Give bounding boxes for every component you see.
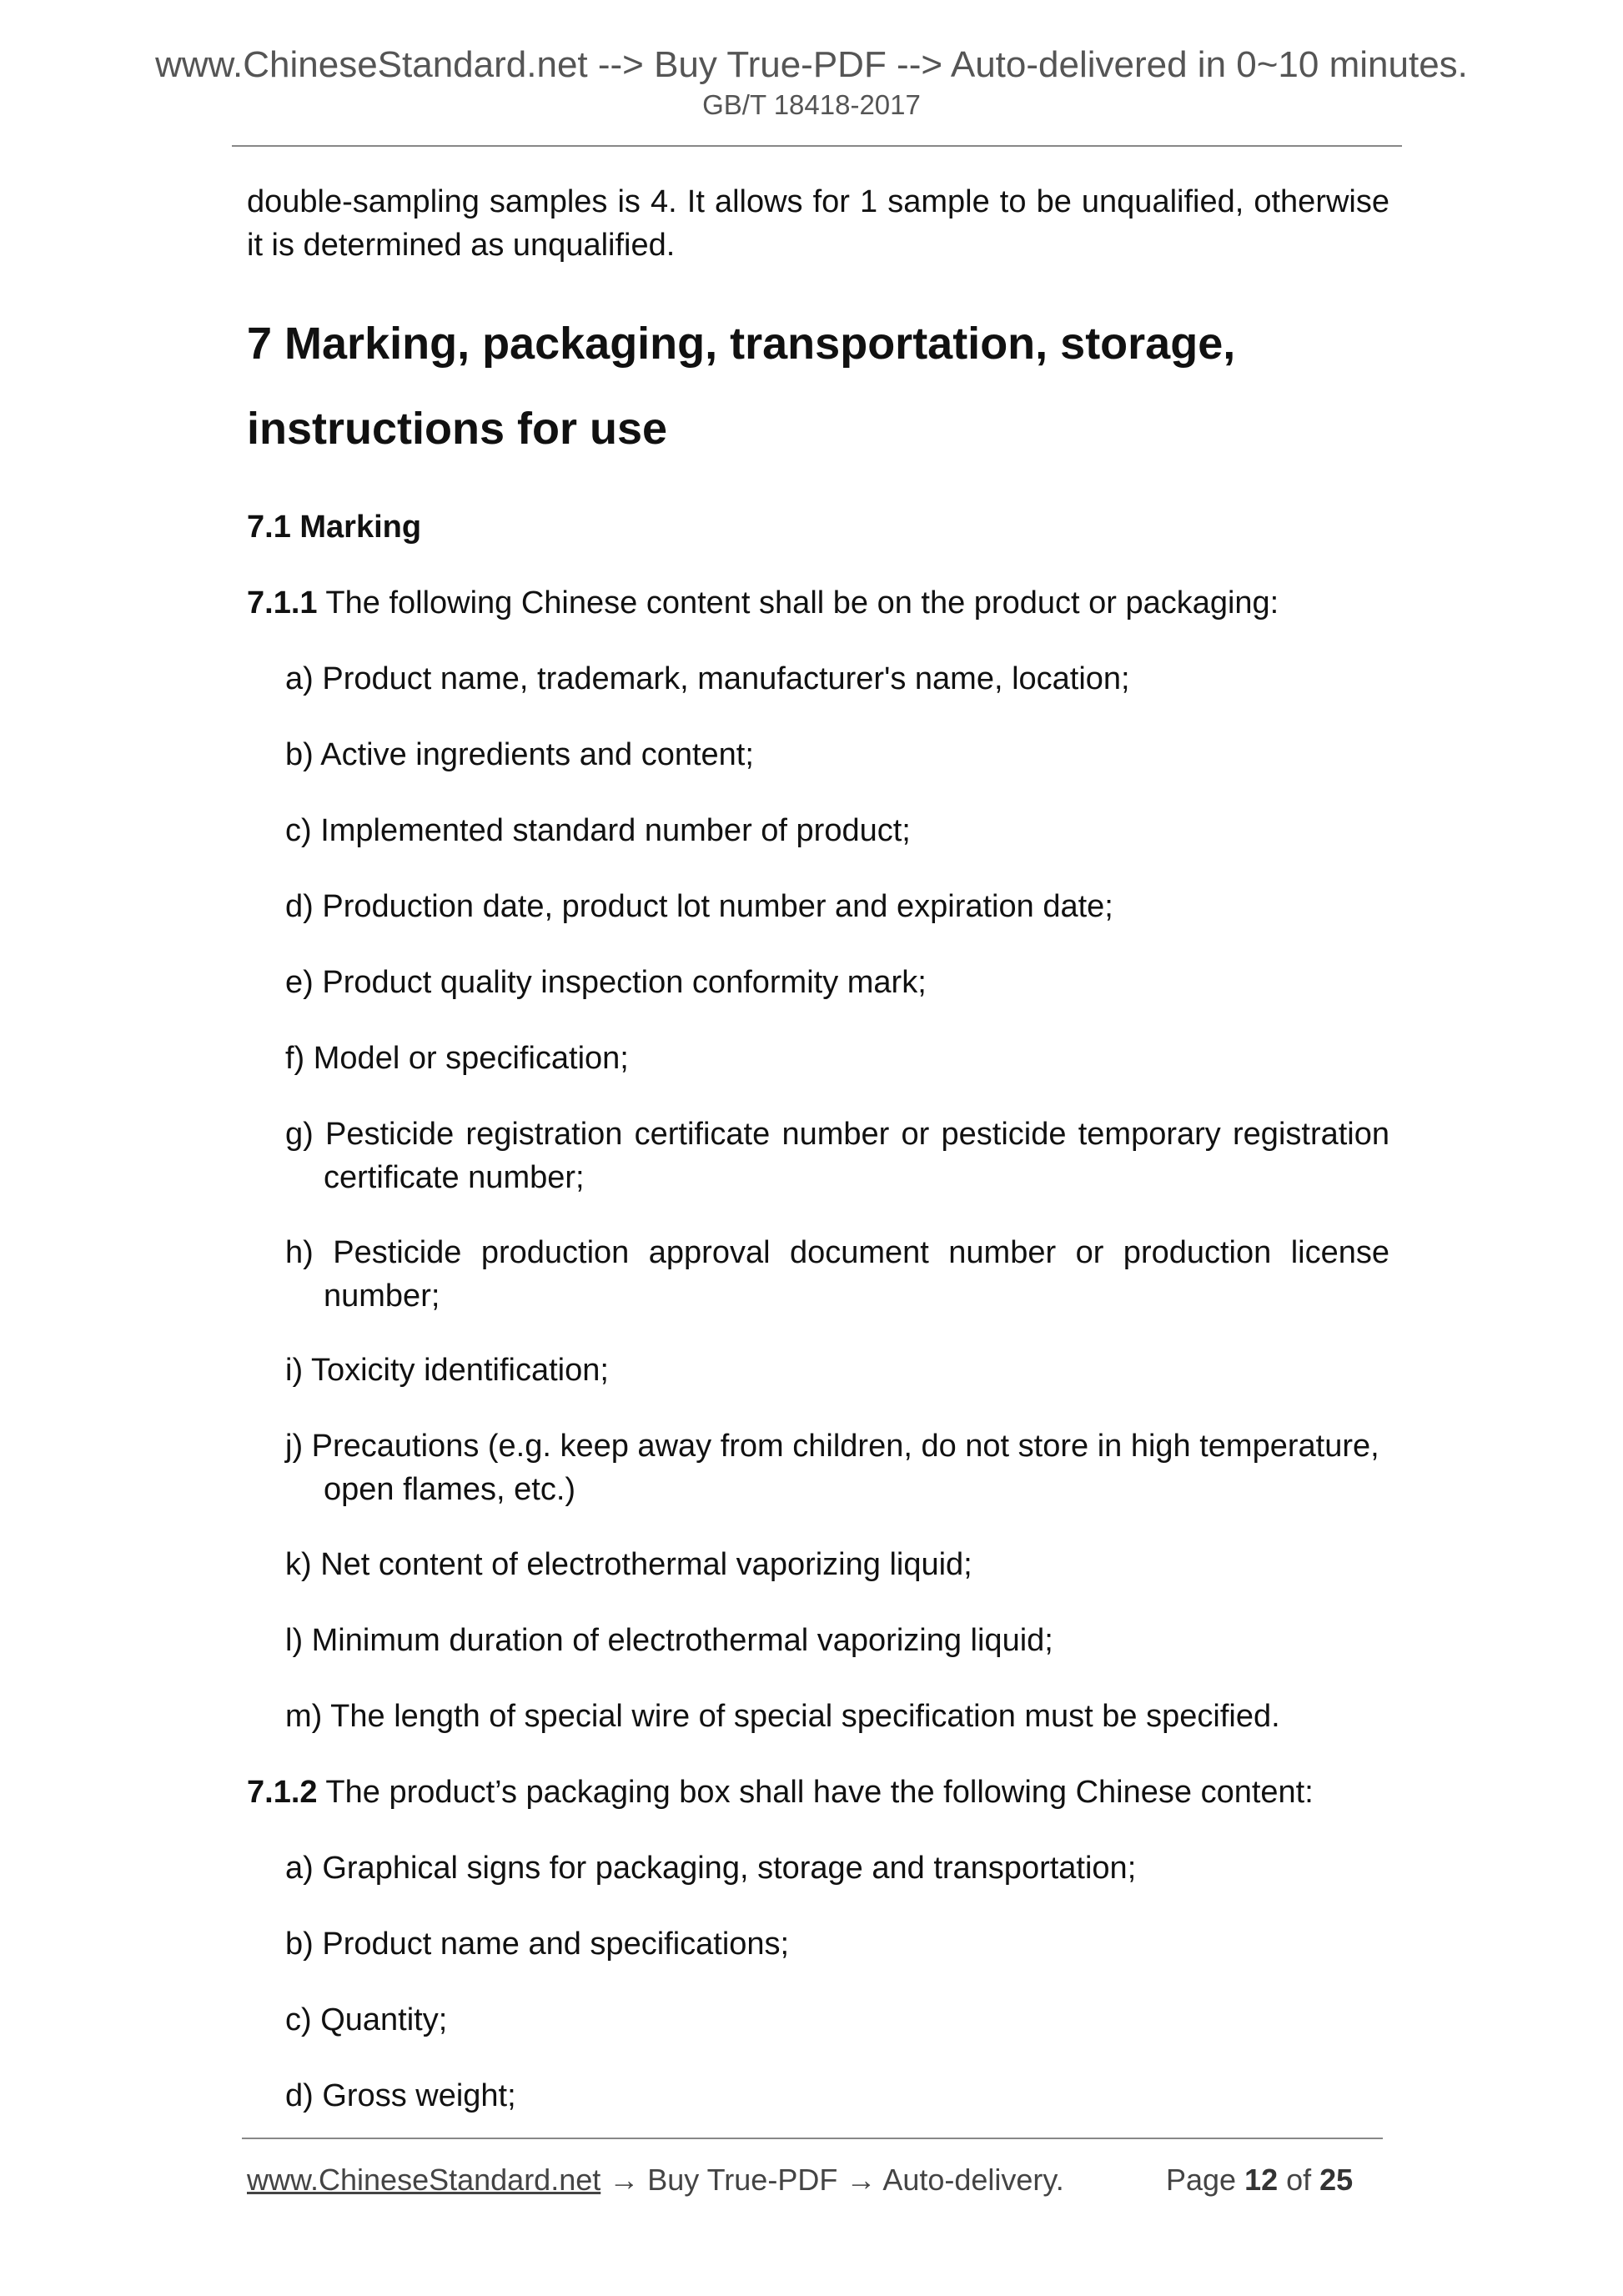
list-item-d: d) Production date, product lot number and expiration date; bbox=[285, 889, 1113, 924]
list-item-d: d) Gross weight; bbox=[285, 2078, 516, 2113]
list-item-g: g) Pesticide registration certificate number or pesticide temporary registration certificate number; bbox=[285, 1117, 1389, 1195]
footer-divider bbox=[242, 2138, 1383, 2139]
list-item-k: k) Net content of electrothermal vaporizing liquid; bbox=[285, 1547, 972, 1582]
clause-7-1-2 bbox=[247, 1771, 1389, 1814]
header-banner: www.ChineseStandard.net --> Buy True-PDF --> Auto-delivered in 0~10 minutes. bbox=[155, 44, 1468, 85]
list-item-a: a) Graphical signs for packaging, storage and transportation; bbox=[285, 1851, 1137, 1886]
clause-number: 7.1.2 bbox=[247, 1775, 318, 1810]
clause-number: 7.1.1 bbox=[247, 585, 318, 620]
list-item-f: f) Model or specification; bbox=[285, 1041, 629, 1076]
intro-paragraph: double-sampling samples is 4. It allows for 1 sample to be unqualified, otherwise it is determined as unqualified. bbox=[247, 184, 1389, 263]
list-item-j: j) Precautions (e.g. keep away from children, do not store in high temperature, open flames, etc.) bbox=[285, 1429, 1379, 1507]
subsection-title: 7.1 Marking bbox=[247, 510, 422, 545]
page-total: 25 bbox=[1319, 2163, 1354, 2197]
page-label: Page bbox=[1166, 2163, 1245, 2197]
list-item-c: c) Quantity; bbox=[285, 2002, 448, 2037]
footer-promo bbox=[247, 2162, 1064, 2198]
header-divider bbox=[232, 145, 1402, 147]
list-item-e: e) Product quality inspection conformity mark; bbox=[285, 965, 927, 1000]
list-item-c: c) Implemented standard number of product; bbox=[285, 813, 911, 848]
section-title: 7 Marking, packaging, transportation, storage, bbox=[247, 319, 1236, 369]
clause-text: The product’s packaging box shall have the following Chinese content: bbox=[317, 1775, 1314, 1810]
footer-promo-text: → Buy True-PDF → Auto-delivery. bbox=[600, 2163, 1064, 2197]
list-item-b: b) Active ingredients and content; bbox=[285, 737, 754, 772]
clause-text: The following Chinese content shall be on the product or packaging: bbox=[317, 585, 1279, 620]
footer-site-link[interactable]: www.ChineseStandard.net bbox=[247, 2163, 601, 2197]
document-number: GB/T 18418-2017 bbox=[702, 89, 921, 120]
list-item-l: l) Minimum duration of electrothermal vaporizing liquid; bbox=[285, 1623, 1053, 1658]
page-indicator bbox=[1166, 2162, 1353, 2198]
page-of-label: of bbox=[1278, 2163, 1320, 2197]
list-item-i: i) Toxicity identification; bbox=[285, 1353, 609, 1388]
page-current: 12 bbox=[1244, 2163, 1279, 2197]
list-item-m: m) The length of special wire of special specification must be specified. bbox=[285, 1699, 1280, 1734]
clause-7-1-1 bbox=[247, 581, 1389, 625]
list-item-a: a) Product name, trademark, manufacturer's name, location; bbox=[285, 661, 1130, 696]
list-item-h: h) Pesticide production approval document number or production license number; bbox=[285, 1235, 1389, 1314]
list-item-b: b) Product name and specifications; bbox=[285, 1927, 790, 1962]
section-title-continued: instructions for use bbox=[247, 404, 668, 454]
